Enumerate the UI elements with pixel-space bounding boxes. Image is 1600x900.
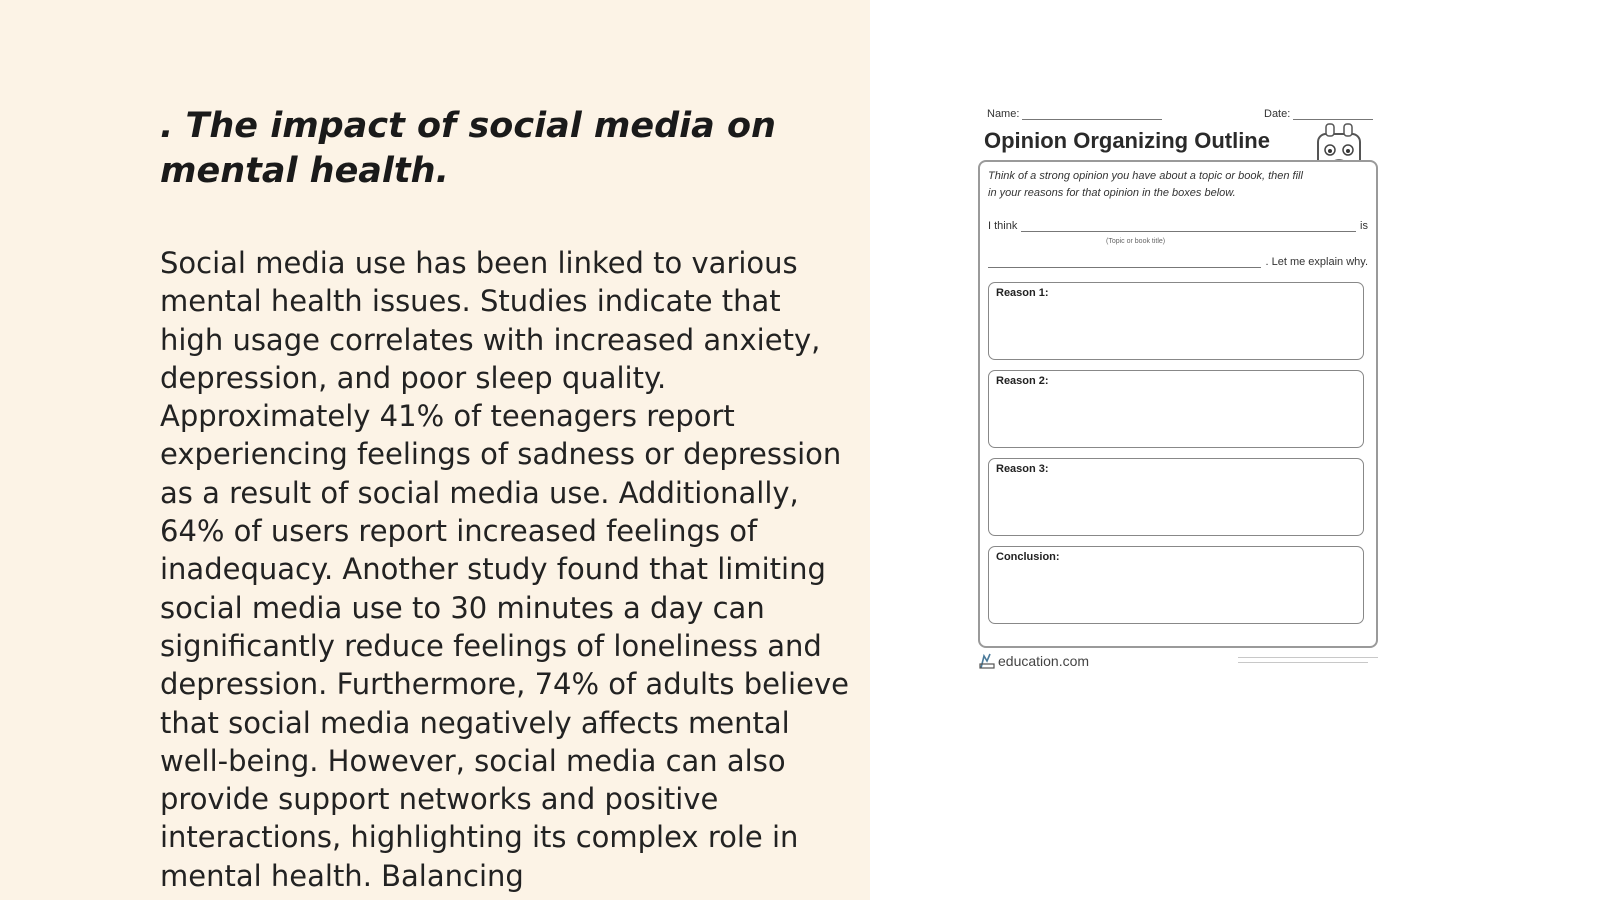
slide-body-text: Social media use has been linked to various mental health issues. Studies indicate that high usage correlates with increased anxiety, depression, and poor sleep quality. Approximately 41% of teenagers report experiencing feelings of sadness or depression as a result of social media use. Additionally, 64% of users report increased feelings of inadequacy. Another study found that limiting social media use to 30 minutes a day can significantly reduce feelings of loneliness and depression. Furthermore, 74% of adults believe that social media negatively affects mental well-being. However, social media can also provide support networks and positive interactions, highlighting its complex role in mental health. Balancing [160,246,849,893]
explain-blank [988,257,1261,268]
worksheet-image [966,104,1386,684]
slide-title: . The impact of social media on mental health. [160,106,776,191]
date-label: Date: [1264,108,1291,120]
worksheet-instructions: Think of a strong opinion you have about a topic or book, then fill in your reasons for that opinion in the boxes below. [988,170,1303,199]
explain-label: . Let me explain why. [1265,256,1368,268]
conclusion-box [988,546,1364,624]
topic-caption: (Topic or book title) [1106,238,1166,245]
is-label: is [1360,220,1368,232]
reason-1-label: Reason 1: [996,287,1049,299]
worksheet-date-field [1264,108,1373,120]
reason-3-label: Reason 3: [996,463,1049,475]
name-line [1022,109,1162,120]
reason-3-box [988,458,1364,536]
worksheet-name-field [987,108,1162,120]
i-think-label: I think [988,220,1018,232]
copyright-fine-print [1238,656,1378,666]
worksheet-footer [978,652,1378,672]
date-line [1293,109,1373,120]
i-think-line [988,220,1368,232]
conclusion-label: Conclusion: [996,551,1060,563]
reason-2-box [988,370,1364,448]
worksheet-title: Opinion Organizing Outline [984,128,1270,153]
education-logo-text: education.com [998,653,1090,669]
reason-2-label: Reason 2: [996,375,1049,387]
education-logo-icon [978,652,996,670]
reason-1-box [988,282,1364,360]
explain-line [988,256,1368,268]
opinion-blank [1021,221,1356,232]
name-label: Name: [987,108,1020,120]
education-logo [978,652,1089,670]
